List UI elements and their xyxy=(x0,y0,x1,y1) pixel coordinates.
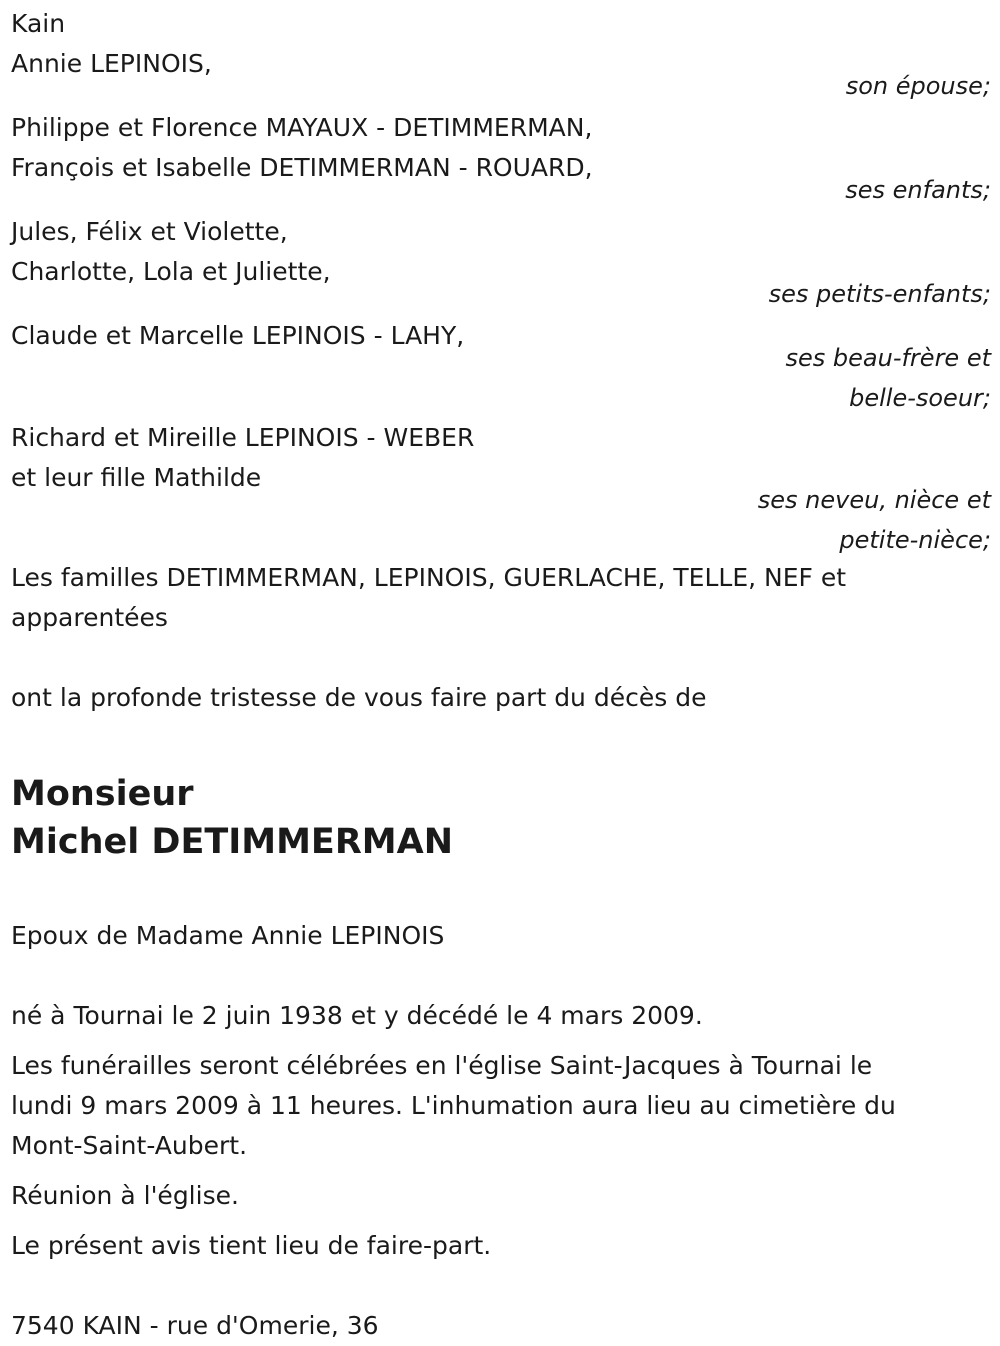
announcement: ont la profonde tristesse de vous faire part du décès de xyxy=(11,683,707,712)
obituary-notice xyxy=(11,4,991,1346)
in-laws-line-1: Claude et Marcelle LEPINOIS - LAHY, xyxy=(11,321,465,350)
place: Kain xyxy=(11,9,66,38)
in-laws-role-line-1: ses beau-frère et xyxy=(785,344,991,372)
families-line-1: Les familles DETIMMERMAN, LEPINOIS, GUERLACHE, TELLE, NEF et xyxy=(11,563,847,592)
wife-name: Annie LEPINOIS, xyxy=(11,49,212,78)
deceased-name-block xyxy=(11,770,991,866)
deceased-title: Monsieur xyxy=(11,774,194,814)
funeral-line-1: Les funérailles seront célébrées en l'église Saint-Jacques à Tournai le xyxy=(11,1051,873,1080)
funeral-paragraph xyxy=(11,1046,991,1166)
children-line-1: Philippe et Florence MAYAUX - DETIMMERMAN, xyxy=(11,113,593,142)
wife-role: son épouse; xyxy=(845,72,991,100)
nephew-line-1: Richard et Mireille LEPINOIS - WEBER xyxy=(11,423,475,452)
born-died: né à Tournai le 2 juin 1938 et y décédé le 4 mars 2009. xyxy=(11,1001,703,1030)
spouse-of: Epoux de Madame Annie LEPINOIS xyxy=(11,921,445,950)
nephew-role-line-2: petite-nièce; xyxy=(839,526,991,554)
children-line-2: François et Isabelle DETIMMERMAN - ROUARD, xyxy=(11,153,593,182)
nephew-role-line-1: ses neveu, nièce et xyxy=(757,486,991,514)
funeral-line-3: Mont-Saint-Aubert. xyxy=(11,1131,248,1160)
families-line-2: apparentées xyxy=(11,603,168,632)
in-laws-role-line-2: belle-soeur; xyxy=(849,384,991,412)
notice: Le présent avis tient lieu de faire-part. xyxy=(11,1231,492,1260)
nephew-line-2: et leur fille Mathilde xyxy=(11,463,262,492)
funeral-line-2: lundi 9 mars 2009 à 11 heures. L'inhumation aura lieu au cimetière du xyxy=(11,1091,896,1120)
address: 7540 KAIN - rue d'Omerie, 36 xyxy=(11,1311,379,1340)
grandchildren-role: ses petits-enfants; xyxy=(768,280,991,308)
grandchildren-line-2: Charlotte, Lola et Juliette, xyxy=(11,257,331,286)
meeting: Réunion à l'église. xyxy=(11,1181,239,1210)
children-role: ses enfants; xyxy=(845,176,991,204)
grandchildren-line-1: Jules, Félix et Violette, xyxy=(11,217,288,246)
deceased-name: Michel DETIMMERMAN xyxy=(11,822,453,862)
